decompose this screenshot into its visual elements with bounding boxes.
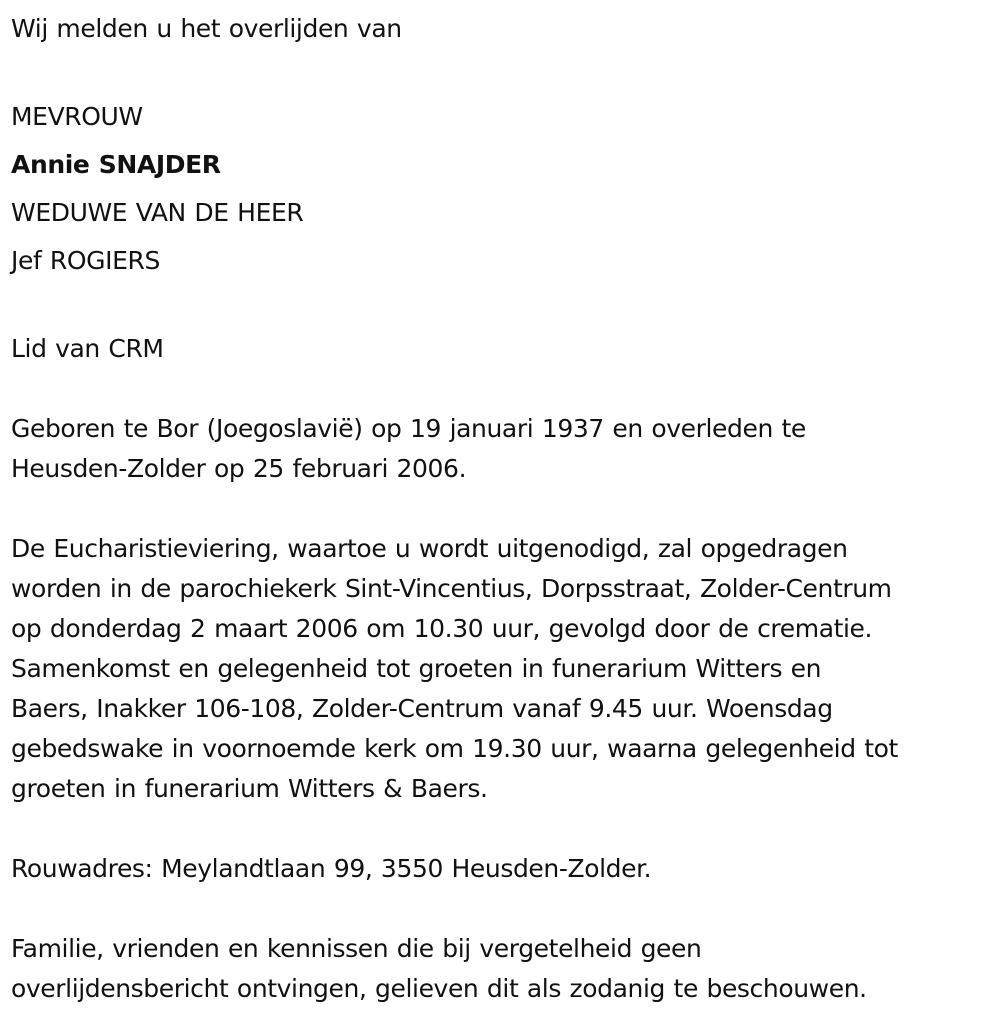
paragraph-line: overlijdensbericht ontvingen, gelieven dit als zodanig te beschouwen. [11, 974, 867, 1003]
intro-text: Wij melden u het overlijden van [11, 14, 402, 43]
membership-text: Lid van CRM [11, 334, 164, 363]
deceased-title: MEVROUW [11, 102, 143, 131]
paragraph-line: De Eucharistieviering, waartoe u wordt uitgenodigd, zal opgedragen [11, 534, 848, 563]
paragraph-line: op donderdag 2 maart 2006 om 10.30 uur, gevolgd door de crematie. [11, 614, 873, 643]
ceremony-paragraph [11, 529, 991, 809]
birth-death-paragraph [11, 409, 991, 489]
deceased-name: Annie SNAJDER [11, 150, 221, 179]
spacer [11, 889, 991, 929]
paragraph-line: Heusden-Zolder op 25 februari 2006. [11, 454, 467, 483]
spacer [11, 49, 991, 89]
spacer [11, 369, 991, 409]
spacer [11, 289, 991, 329]
spacer [11, 809, 991, 849]
paragraph-line: Familie, vrienden en kennissen die bij vergetelheid geen [11, 934, 702, 963]
paragraph-line: gebedswake in voornoemde kerk om 19.30 uur, waarna gelegenheid tot [11, 734, 898, 763]
obituary-notice [11, 9, 991, 1009]
paragraph-line: worden in de parochiekerk Sint-Vincentius, Dorpsstraat, Zolder-Centrum [11, 574, 892, 603]
mourning-address: Rouwadres: Meylandtlaan 99, 3550 Heusden-Zolder. [11, 854, 652, 883]
paragraph-line: groeten in funerarium Witters & Baers. [11, 774, 488, 803]
paragraph-line: Samenkomst en gelegenheid tot groeten in funerarium Witters en [11, 654, 822, 683]
spouse-name: Jef ROGIERS [11, 246, 160, 275]
spacer [11, 489, 991, 529]
paragraph-line: Baers, Inakker 106-108, Zolder-Centrum vanaf 9.45 uur. Woensdag [11, 694, 833, 723]
deceased-block [11, 93, 991, 285]
deceased-relation: WEDUWE VAN DE HEER [11, 198, 304, 227]
paragraph-line: Geboren te Bor (Joegoslavië) op 19 januari 1937 en overleden te [11, 414, 806, 443]
closing-paragraph [11, 929, 991, 1009]
